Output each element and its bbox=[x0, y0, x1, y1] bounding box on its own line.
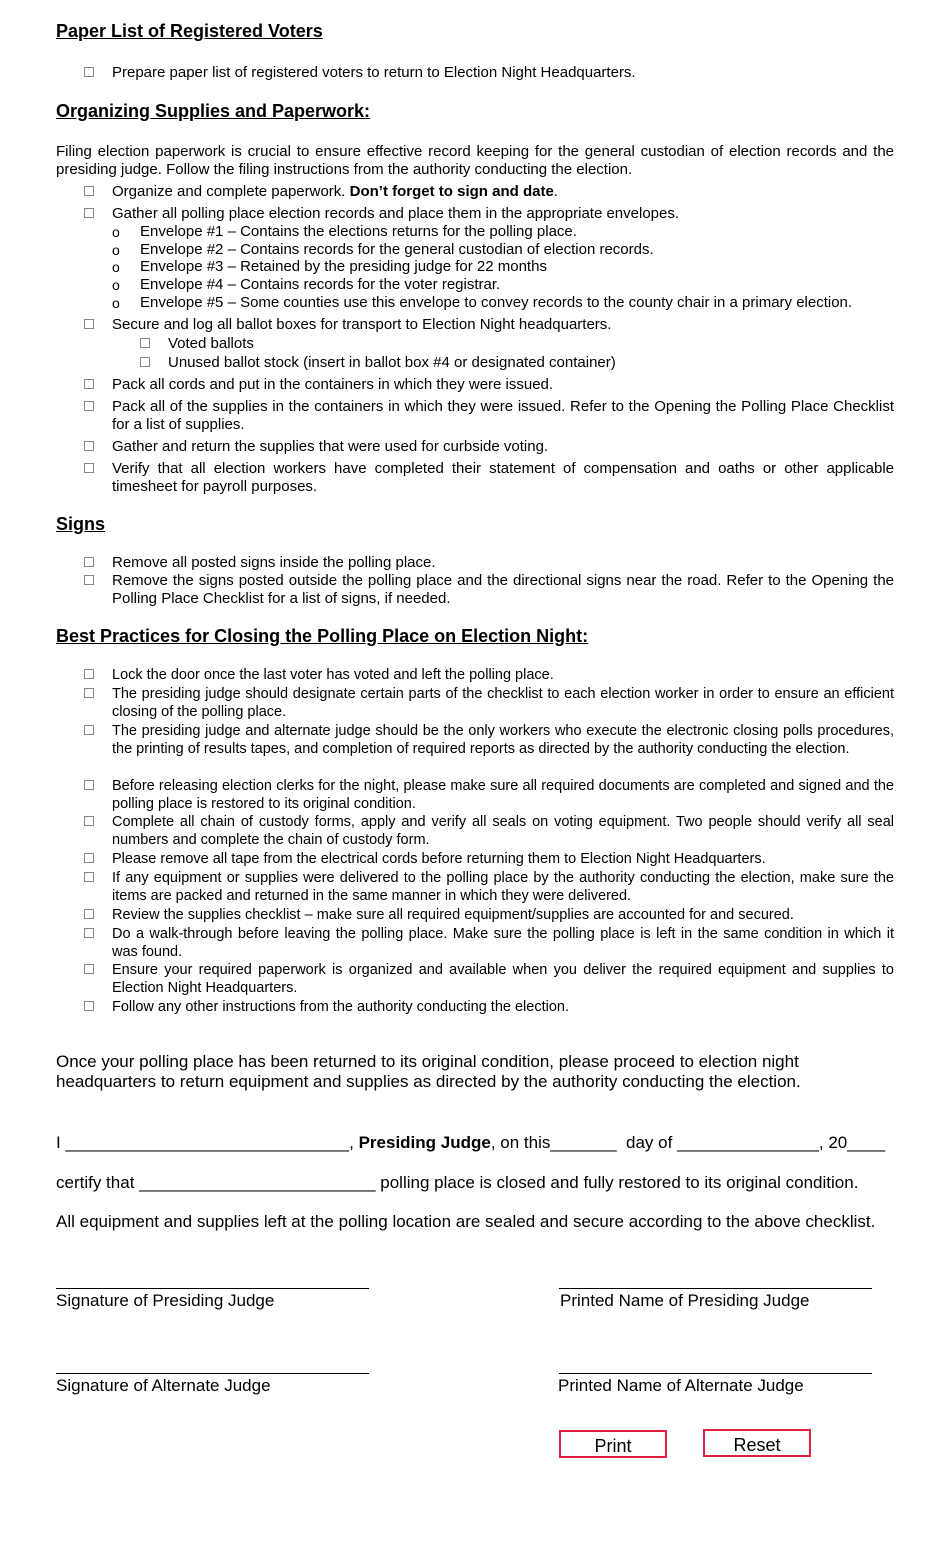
checkbox[interactable] bbox=[84, 928, 94, 938]
heading-signs: Signs bbox=[56, 514, 106, 534]
signature-alternate-label: Signature of Alternate Judge bbox=[56, 1376, 271, 1395]
circle-bullet-icon: o bbox=[112, 242, 120, 258]
circle-bullet-icon: o bbox=[112, 224, 120, 240]
polling-place-blank[interactable]: _________________________ bbox=[139, 1173, 376, 1192]
checkbox[interactable] bbox=[84, 1001, 94, 1011]
checkbox[interactable] bbox=[84, 872, 94, 882]
name-alternate-line[interactable] bbox=[559, 1373, 872, 1374]
day-blank[interactable]: _______ bbox=[550, 1133, 617, 1152]
checkbox[interactable] bbox=[84, 688, 94, 698]
checkbox[interactable] bbox=[84, 441, 94, 451]
checkbox[interactable] bbox=[140, 357, 150, 367]
signature-presiding-label: Signature of Presiding Judge bbox=[56, 1291, 275, 1310]
checkbox[interactable] bbox=[84, 669, 94, 679]
checkbox[interactable] bbox=[84, 379, 94, 389]
year-blank[interactable]: , 20____ bbox=[818, 1133, 886, 1152]
circle-bullet-icon: o bbox=[112, 295, 120, 311]
checkbox[interactable] bbox=[84, 319, 94, 329]
checkbox[interactable] bbox=[84, 186, 94, 196]
certification-line: I ______________________________, Presiding Judge, on this_______ day of _______________, 20____ bbox=[56, 1133, 886, 1152]
name-presiding-line[interactable] bbox=[559, 1288, 872, 1289]
closing-paragraph: Once your polling place has been returned to its original condition, please proceed to election night headquarters to return equipment and supplies as directed by the authority conducting the election. bbox=[56, 1052, 801, 1091]
checkbox[interactable] bbox=[84, 780, 94, 790]
certify-line: certify that _________________________ polling place is closed and fully restored to its original condition. bbox=[56, 1173, 859, 1192]
checkbox[interactable] bbox=[84, 725, 94, 735]
circle-bullet-icon: o bbox=[112, 277, 120, 293]
name-alternate-label: Printed Name of Alternate Judge bbox=[558, 1376, 804, 1395]
heading-best-practices: Best Practices for Closing the Polling Place on Election Night: bbox=[56, 626, 589, 646]
checkbox[interactable] bbox=[84, 557, 94, 567]
checkbox[interactable] bbox=[140, 338, 150, 348]
reset-button[interactable]: Reset bbox=[703, 1429, 811, 1457]
checkbox[interactable] bbox=[84, 401, 94, 411]
checkbox[interactable] bbox=[84, 853, 94, 863]
checkbox[interactable] bbox=[84, 816, 94, 826]
name-presiding-label: Printed Name of Presiding Judge bbox=[560, 1291, 810, 1310]
heading-organizing: Organizing Supplies and Paperwork: bbox=[56, 101, 371, 121]
checkbox[interactable] bbox=[84, 67, 94, 77]
checkbox[interactable] bbox=[84, 208, 94, 218]
month-blank[interactable]: _______________ bbox=[677, 1133, 819, 1152]
checkbox[interactable] bbox=[84, 909, 94, 919]
print-button[interactable]: Print bbox=[559, 1430, 667, 1458]
heading-paper-list: Paper List of Registered Voters bbox=[56, 21, 323, 41]
sealed-statement: All equipment and supplies left at the polling location are sealed and secure according to the above checklist. bbox=[56, 1212, 876, 1231]
checkbox[interactable] bbox=[84, 575, 94, 585]
signature-alternate-line[interactable] bbox=[56, 1373, 369, 1374]
signature-presiding-line[interactable] bbox=[56, 1288, 369, 1289]
checkbox[interactable] bbox=[84, 463, 94, 473]
checkbox[interactable] bbox=[84, 964, 94, 974]
presiding-judge-name-blank[interactable]: ______________________________ bbox=[65, 1133, 350, 1152]
circle-bullet-icon: o bbox=[112, 259, 120, 275]
intro-paragraph: Filing election paperwork is crucial to ensure effective record keeping for the general custodian of election records and the presiding judge. Follow the filing instructions from the authority conducting the election. bbox=[56, 143, 894, 178]
